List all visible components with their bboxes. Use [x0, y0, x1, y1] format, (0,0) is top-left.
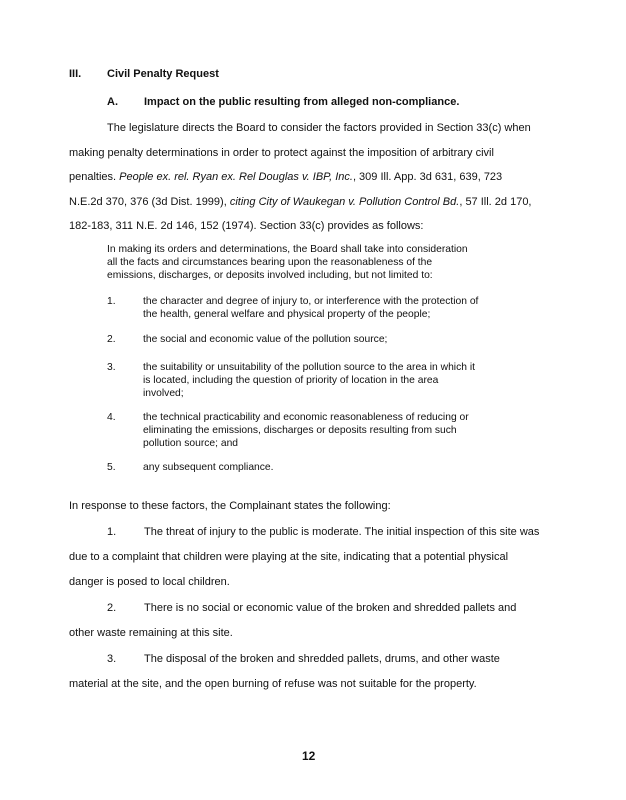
quote-item-number: 3. — [107, 362, 116, 373]
subsection-title: Impact on the public resulting from alleged non-compliance. — [144, 96, 460, 108]
quote-item-line: the technical practicability and economic reasonableness of reducing or — [143, 412, 469, 423]
intro-line-3: penalties. People ex. rel. Ryan ex. Rel Douglas v. IBP, Inc., 309 Ill. App. 3d 631, 639, 723 — [69, 171, 503, 183]
intro-line-1: The legislature directs the Board to consider the factors provided in Section 33(c) when — [107, 122, 531, 134]
response-2-line-1: There is no social or economic value of the broken and shredded pallets and — [144, 602, 517, 614]
response-1-line-2: due to a complaint that children were playing at the site, indicating that a potential physical — [69, 551, 509, 563]
case-citation-waukegan: citing City of Waukegan v. Pollution Control Bd. — [229, 196, 460, 208]
quote-item-line: the health, general welfare and physical property of the people; — [143, 309, 431, 320]
intro-line-4: N.E.2d 370, 376 (3d Dist. 1999), citing City of Waukegan v. Pollution Control Bd., 57 Ill. 2d 170, — [69, 196, 532, 208]
response-number: 3. — [107, 653, 117, 665]
response-3-line-2: material at the site, and the open burning of refuse was not suitable for the property. — [69, 678, 477, 690]
subsection-letter: A. — [107, 96, 118, 108]
response-number: 2. — [107, 602, 117, 614]
response-1-line-1: The threat of injury to the public is moderate. The initial inspection of this site was — [144, 526, 540, 538]
intro-line-2: making penalty determinations in order to protect against the imposition of arbitrary civil — [69, 147, 494, 159]
quote-item-line: eliminating the emissions, discharges or deposits resulting from such — [143, 425, 457, 436]
page-number: 12 — [302, 749, 316, 763]
quote-item-number: 2. — [107, 334, 116, 345]
section-title: Civil Penalty Request — [107, 68, 219, 80]
quote-item-line: pollution source; and — [143, 438, 239, 449]
quote-item-line: the suitability or unsuitability of the pollution source to the area in which it — [143, 362, 475, 373]
quote-item-line: any subsequent compliance. — [143, 462, 274, 473]
response-1-line-3: danger is posed to local children. — [69, 576, 230, 588]
section-number: III. — [69, 68, 82, 80]
quote-line: all the facts and circumstances bearing upon the reasonableness of the — [107, 257, 433, 268]
quote-line: emissions, discharges, or deposits involved including, but not limited to: — [107, 270, 433, 281]
quote-item-line: the character and degree of injury to, or interference with the protection of — [143, 296, 479, 307]
quote-item-line: involved; — [143, 388, 184, 399]
intro-line-5: 182-183, 311 N.E. 2d 146, 152 (1974). Section 33(c) provides as follows: — [69, 220, 424, 232]
case-citation-ibp: People ex. rel. Ryan ex. Rel Douglas v. IBP, Inc. — [119, 171, 353, 183]
quote-line: In making its orders and determinations, the Board shall take into consideration — [107, 244, 468, 255]
response-number: 1. — [107, 526, 117, 538]
quote-item-line: the social and economic value of the pollution source; — [143, 334, 388, 345]
response-3-line-1: The disposal of the broken and shredded pallets, drums, and other waste — [144, 653, 500, 665]
response-2-line-2: other waste remaining at this site. — [69, 627, 233, 639]
response-intro: In response to these factors, the Complainant states the following: — [69, 500, 391, 512]
quote-item-line: is located, including the question of priority of location in the area — [143, 375, 439, 386]
quote-item-number: 4. — [107, 412, 116, 423]
quote-item-number: 1. — [107, 296, 116, 307]
quote-item-number: 5. — [107, 462, 116, 473]
